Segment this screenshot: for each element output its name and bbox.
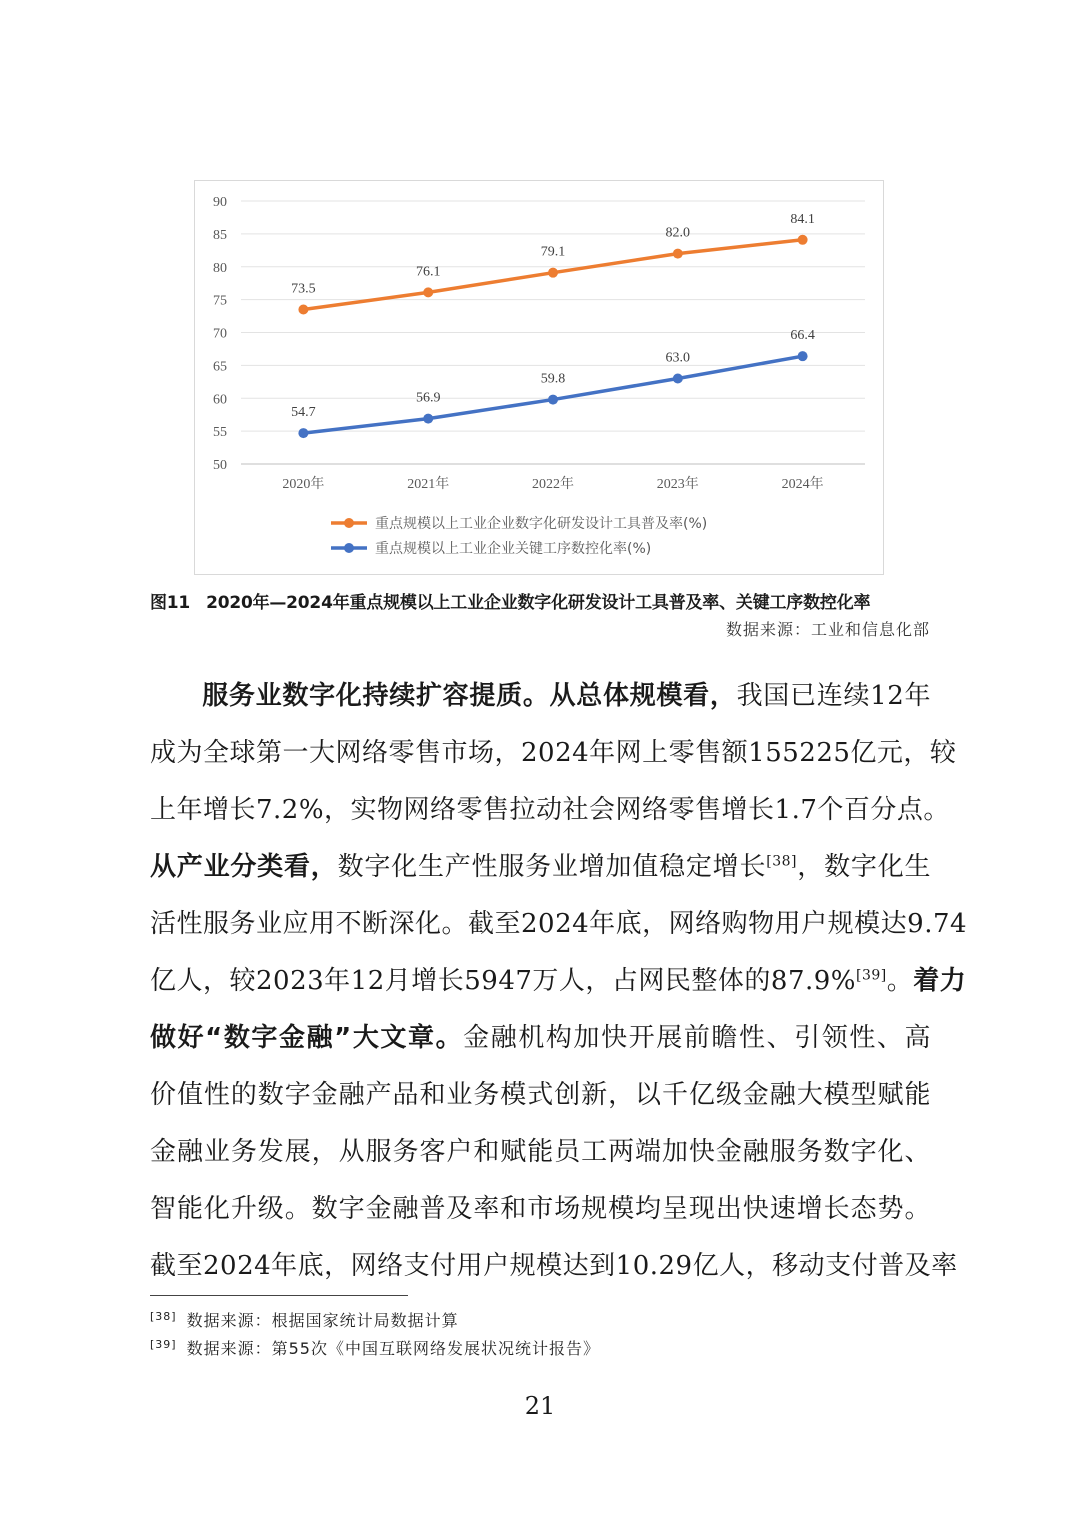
- body-paragraph: [150, 668, 968, 1295]
- text-line: 亿人，较2023年12月增长5947万人，占网民整体的87.9%[39]。着力: [150, 966, 967, 996]
- data-label: 66.4: [790, 328, 815, 344]
- data-label: 84.1: [790, 211, 815, 227]
- text-line: 价值性的数字金融产品和业务模式创新，以千亿级金融大模型赋能: [150, 1080, 931, 1110]
- data-label: 73.5: [291, 281, 316, 297]
- chart-svg: [195, 181, 885, 576]
- text-line: 成为全球第一大网络零售市场，2024年网上零售额155225亿元，较: [150, 738, 957, 768]
- footnote-38: [38] 数据来源：根据国家统计局数据计算: [150, 1309, 459, 1330]
- figure-title: 2020年—2024年重点规模以上工业企业数字化研发设计工具普及率、关键工序数控化率: [206, 593, 871, 613]
- y-tick-label: 90: [213, 195, 227, 210]
- y-tick-label: 65: [213, 359, 227, 375]
- footnote-divider: [150, 1295, 408, 1296]
- text-line: 做好“数字金融”大文章。金融机构加快开展前瞻性、引领性、高: [150, 1023, 931, 1053]
- data-label: 56.9: [415, 390, 441, 406]
- footnote-39: [39] 数据来源：第55次《中国互联网络发展状况统计报告》: [150, 1337, 600, 1358]
- x-tick-label: 2021年: [407, 477, 450, 492]
- text-line: 服务业数字化持续扩容提质。从总体规模看，我国已连续12年: [202, 681, 931, 711]
- data-label: 76.1: [415, 264, 441, 280]
- y-tick-label: 75: [213, 293, 227, 309]
- data-point: [548, 268, 558, 278]
- data-point: [548, 395, 558, 405]
- footnote-ref[interactable]: [39]: [856, 967, 887, 984]
- legend-marker: [344, 518, 354, 528]
- data-point: [673, 374, 683, 384]
- text-line: 从产业分类看，数字化生产性服务业增加值稳定增长[38]，数字化生: [150, 852, 931, 882]
- x-tick-label: 2022年: [532, 477, 574, 492]
- footnote-ref[interactable]: [38]: [766, 853, 798, 870]
- data-point: [423, 414, 433, 424]
- x-tick-label: 2023年: [656, 477, 699, 492]
- data-point: [798, 235, 808, 245]
- legend-marker: [344, 543, 354, 553]
- y-tick-label: 70: [213, 326, 227, 342]
- data-point: [673, 249, 683, 259]
- page-number: 21: [524, 1392, 556, 1420]
- data-label: 59.8: [540, 371, 566, 387]
- text-line: 智能化升级。数字金融普及率和市场规模均呈现出快速增长态势。: [150, 1194, 931, 1224]
- data-point: [798, 351, 808, 361]
- x-tick-label: 2024年: [781, 477, 824, 492]
- y-tick-label: 80: [213, 260, 227, 276]
- text-line: 活性服务业应用不断深化。截至2024年底，网络购物用户规模达9.74: [150, 909, 968, 939]
- legend-label: 重点规模以上工业企业关键工序数控化率(%): [375, 541, 652, 557]
- figure-source: 数据来源：工业和信息化部: [725, 620, 930, 639]
- data-label: 54.7: [291, 405, 316, 421]
- data-label: 82.0: [665, 225, 691, 241]
- y-tick-label: 55: [213, 425, 227, 441]
- figure-caption: [150, 588, 930, 613]
- legend-label: 重点规模以上工业企业数字化研发设计工具普及率(%): [375, 516, 708, 532]
- data-label: 63.0: [665, 350, 691, 366]
- data-point: [423, 287, 433, 297]
- y-tick-label: 85: [213, 227, 227, 243]
- x-tick-label: 2020年: [282, 477, 325, 492]
- data-point: [298, 304, 308, 314]
- figure-number: 图11: [150, 593, 191, 613]
- data-point: [298, 428, 308, 438]
- line-chart: [194, 180, 884, 575]
- y-tick-label: 50: [213, 458, 227, 473]
- text-line: 上年增长7.2%，实物网络零售拉动社会网络零售增长1.7个百分点。: [150, 795, 950, 825]
- y-tick-label: 60: [213, 392, 227, 408]
- text-line: 截至2024年底，网络支付用户规模达到10.29亿人，移动支付普及率: [150, 1251, 958, 1281]
- text-line: 金融业务发展，从服务客户和赋能员工两端加快金融服务数字化、: [150, 1137, 931, 1167]
- data-label: 79.1: [540, 244, 566, 260]
